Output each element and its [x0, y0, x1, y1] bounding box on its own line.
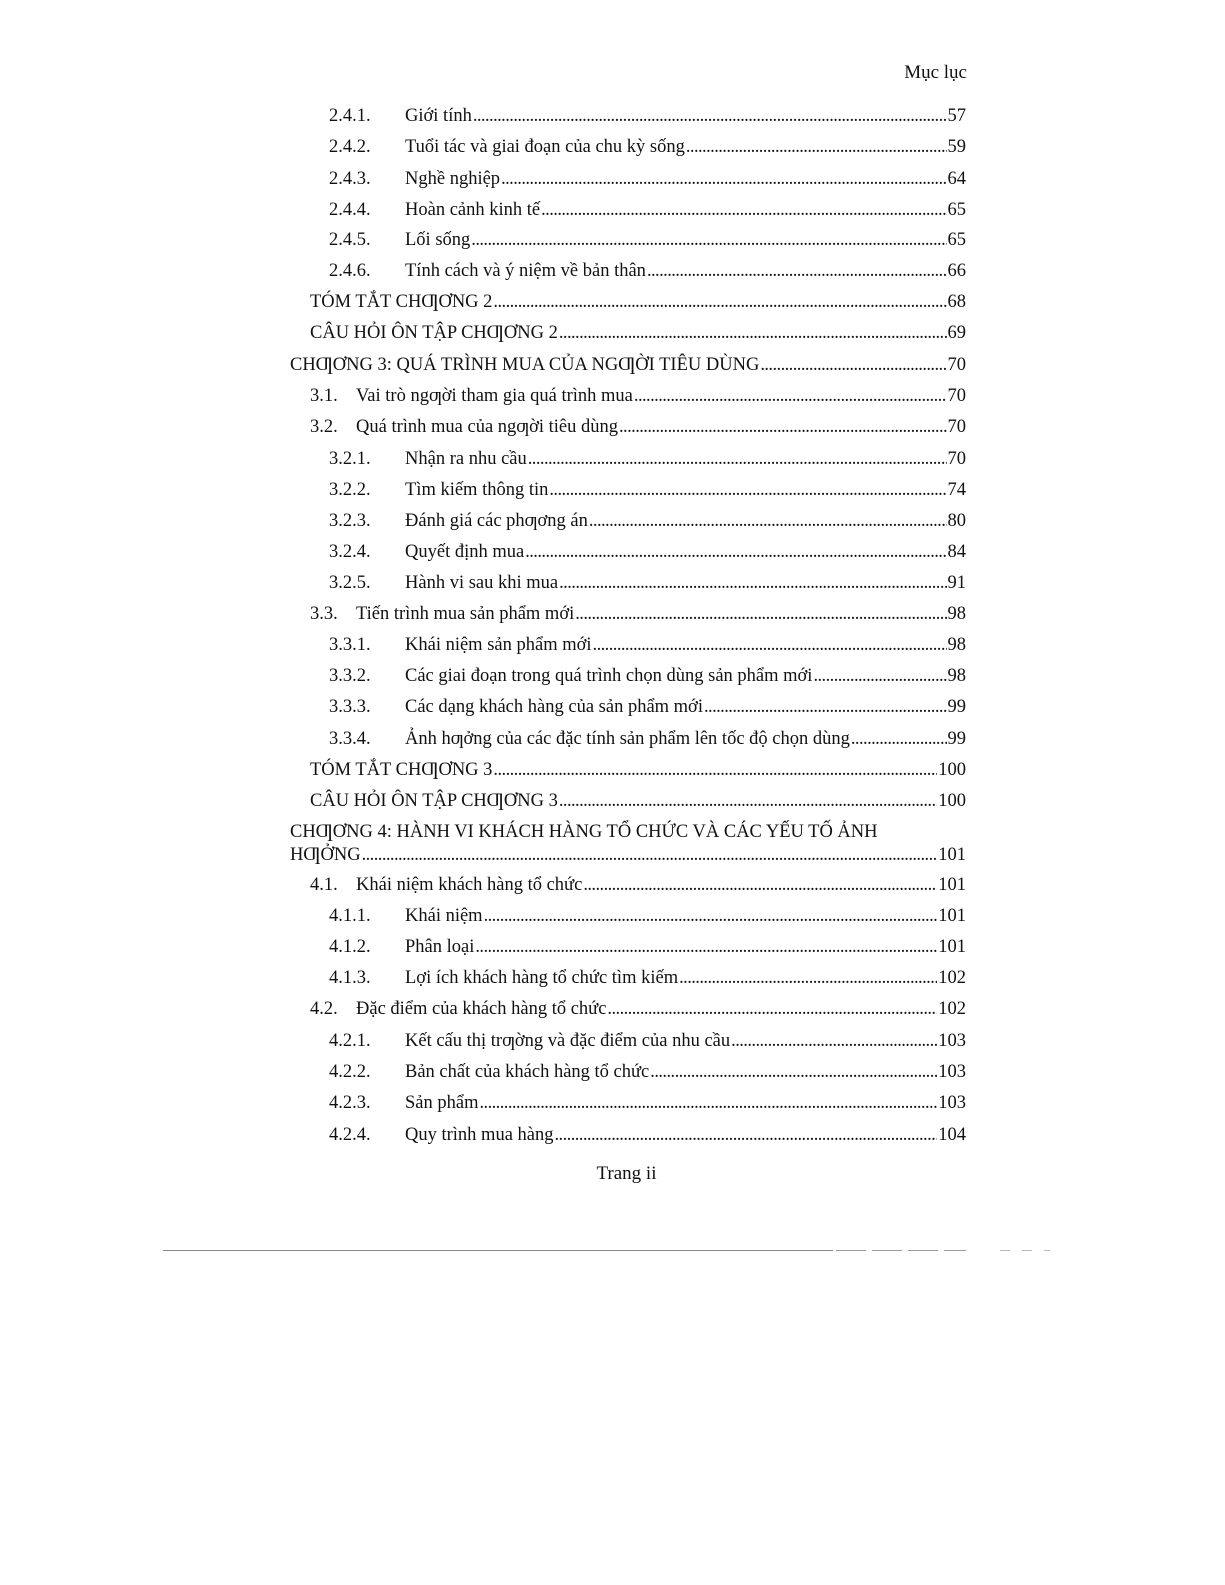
toc-entry[interactable] [310, 757, 966, 781]
toc-entry[interactable] [310, 996, 966, 1020]
toc-entry-page: 104 [938, 1125, 966, 1145]
toc-entry-number: 3.2. [310, 417, 338, 437]
toc-entry[interactable] [310, 289, 966, 313]
toc-entry-number: 3.2.3. [329, 511, 371, 531]
toc-entry[interactable] [329, 903, 966, 927]
toc-entry-number: 3.3.3. [329, 697, 371, 717]
toc-entry-page: 66 [947, 261, 966, 281]
toc-entry-number: 3.3.2. [329, 666, 371, 686]
toc-entry[interactable] [329, 508, 966, 532]
toc-entry-title: Đánh giá các phƣơng án [405, 511, 588, 531]
toc-entry-title: Các giai đoạn trong quá trình chọn dùng sản phẩm mới [405, 666, 813, 686]
toc-entry-title: Phân loại [405, 937, 475, 957]
toc-entry-title: Nhận ra nhu cầu [405, 449, 527, 469]
toc-entry-title: HƢỞNG [290, 845, 361, 865]
toc-entry-title: Khái niệm [405, 906, 483, 926]
toc-entry-title: Ảnh hƣởng của các đặc tính sản phẩm lên tốc độ chọn dùng [405, 729, 850, 749]
toc-entry-page: 98 [947, 635, 966, 655]
toc-dot-leader [541, 199, 946, 221]
toc-dot-leader [362, 844, 938, 866]
toc-entry[interactable] [310, 788, 966, 812]
toc-entry[interactable] [310, 601, 966, 625]
toc-dot-leader [528, 448, 947, 470]
toc-entry-number: 2.4.2. [329, 137, 371, 157]
toc-dot-leader [679, 967, 937, 989]
toc-dot-leader [619, 416, 947, 438]
toc-entry-title: Đặc điểm của khách hàng tổ chức [356, 999, 607, 1019]
page-header: Mục lục [904, 62, 967, 83]
toc-dot-leader [593, 634, 947, 656]
toc-entry-title: Quá trình mua của ngƣời tiêu dùng [356, 417, 618, 437]
toc-entry[interactable] [329, 166, 966, 190]
toc-entry[interactable] [329, 227, 966, 251]
toc-entry[interactable] [329, 1122, 966, 1146]
toc-dot-leader [589, 510, 947, 532]
toc-dot-leader [686, 136, 947, 158]
toc-entry[interactable] [329, 1028, 966, 1052]
toc-dot-leader [501, 168, 946, 190]
toc-entry[interactable] [329, 539, 966, 563]
toc-entry-page: 68 [947, 292, 966, 312]
toc-entry-page: 101 [938, 875, 966, 895]
toc-entry-page: 102 [938, 968, 966, 988]
toc-entry[interactable] [329, 663, 966, 687]
toc-entry-page: 99 [947, 729, 966, 749]
toc-entry-number: 3.1. [310, 386, 338, 406]
toc-entry-title: Khái niệm khách hàng tổ chức [356, 875, 583, 895]
toc-entry-page: 100 [938, 760, 966, 780]
toc-entry[interactable] [329, 258, 966, 282]
toc-entry[interactable] [329, 134, 966, 158]
toc-entry-number: 2.4.5. [329, 230, 371, 250]
toc-entry-title-line1: CHƢƠNG 4: HÀNH VI KHÁCH HÀNG TỔ CHỨC VÀ CÁC YẾU TỐ ẢNH [290, 822, 878, 842]
toc-entry[interactable] [329, 632, 966, 656]
toc-entry-page: 100 [938, 791, 966, 811]
toc-dot-leader [475, 936, 937, 958]
toc-entry-title: Tiến trình mua sản phẩm mới [356, 604, 575, 624]
toc-entry-number: 4.1.3. [329, 968, 371, 988]
toc-dot-leader [575, 603, 946, 625]
toc-dot-leader [634, 385, 947, 407]
toc-entry-page: 59 [947, 137, 966, 157]
toc-dot-leader [851, 728, 947, 750]
toc-entry[interactable] [329, 103, 966, 127]
toc-entry[interactable] [290, 842, 966, 866]
toc-entry-number: 4.2. [310, 999, 338, 1019]
toc-entry-number: 2.4.1. [329, 106, 371, 126]
toc-dot-leader [559, 322, 947, 344]
toc-entry[interactable] [329, 726, 966, 750]
toc-entry-page: 70 [947, 449, 966, 469]
toc-entry-title: Tính cách và ý niệm về bản thân [405, 261, 646, 281]
toc-dot-leader [607, 998, 937, 1020]
toc-entry-page: 99 [947, 697, 966, 717]
toc-entry-title: CÂU HỎI ÔN TẬP CHƢƠNG 2 [310, 323, 558, 343]
toc-entry[interactable] [329, 446, 966, 470]
toc-entry[interactable] [329, 197, 966, 221]
toc-entry-number: 4.2.2. [329, 1062, 371, 1082]
toc-entry-number: 2.4.6. [329, 261, 371, 281]
toc-entry-title: Hoàn cảnh kinh tế [405, 200, 541, 220]
toc-entry-page: 70 [947, 386, 966, 406]
toc-dot-leader [731, 1030, 937, 1052]
toc-entry-title: Các dạng khách hàng của sản phẩm mới [405, 697, 703, 717]
toc-entry-title: Giới tính [405, 106, 472, 126]
toc-dot-leader [471, 229, 946, 251]
toc-entry-page: 70 [947, 417, 966, 437]
toc-entry[interactable] [329, 477, 966, 501]
toc-entry-title: Quy trình mua hàng [405, 1125, 554, 1145]
toc-entry-page: 103 [938, 1093, 966, 1113]
toc-entry[interactable] [329, 934, 966, 958]
toc-dot-leader [559, 572, 946, 594]
toc-dot-leader [583, 874, 937, 896]
toc-entry[interactable] [310, 383, 966, 407]
toc-entry-page: 70 [947, 355, 966, 375]
toc-entry-page: 98 [947, 604, 966, 624]
toc-entry-title: Sản phẩm [405, 1093, 479, 1113]
toc-entry[interactable] [329, 570, 966, 594]
toc-entry-title: Hành vi sau khi mua [405, 573, 559, 593]
toc-dot-leader [813, 665, 946, 687]
page-footer: Trang ii [596, 1163, 657, 1184]
toc-entry-page: 65 [947, 230, 966, 250]
toc-entry-page: 102 [938, 999, 966, 1019]
toc-entry-page: 103 [938, 1031, 966, 1051]
toc-entry-page: 91 [947, 573, 966, 593]
toc-entry-title: Tuổi tác và giai đoạn của chu kỳ sống [405, 137, 685, 157]
toc-entry-page: 101 [938, 845, 966, 865]
toc-entry-number: 4.1. [310, 875, 338, 895]
toc-entry-number: 3.3. [310, 604, 338, 624]
toc-dot-leader [647, 260, 947, 282]
toc-entry-number: 2.4.3. [329, 169, 371, 189]
toc-entry-number: 3.2.5. [329, 573, 371, 593]
toc-entry-number: 3.3.1. [329, 635, 371, 655]
toc-entry-title: Tìm kiếm thông tin [405, 480, 549, 500]
toc-entry-page: 101 [938, 937, 966, 957]
toc-entry[interactable] [310, 872, 966, 896]
toc-dot-leader [493, 759, 937, 781]
toc-entry-page: 65 [947, 200, 966, 220]
page-divider-dotted [1000, 1250, 1050, 1251]
toc-dot-leader [555, 1124, 938, 1146]
toc-dot-leader [549, 479, 946, 501]
toc-dot-leader [479, 1092, 937, 1114]
toc-dot-leader [559, 790, 937, 812]
toc-entry[interactable] [290, 352, 966, 376]
toc-entry-page: 74 [947, 480, 966, 500]
toc-entry-page: 84 [947, 542, 966, 562]
toc-entry-page: 69 [947, 323, 966, 343]
toc-entry-title: CÂU HỎI ÔN TẬP CHƢƠNG 3 [310, 791, 558, 811]
toc-entry-title: Bản chất của khách hàng tổ chức [405, 1062, 650, 1082]
toc-entry-number: 3.2.2. [329, 480, 371, 500]
toc-entry-number: 4.2.4. [329, 1125, 371, 1145]
toc-entry[interactable] [329, 965, 966, 989]
toc-entry-number: 4.2.3. [329, 1093, 371, 1113]
toc-dot-leader [473, 105, 947, 127]
toc-entry-page: 64 [947, 169, 966, 189]
toc-entry[interactable] [310, 320, 966, 344]
toc-entry-page: 101 [938, 906, 966, 926]
toc-dot-leader [760, 354, 946, 376]
toc-entry-page: 103 [938, 1062, 966, 1082]
toc-entry-title: Vai trò ngƣời tham gia quá trình mua [356, 386, 633, 406]
toc-dot-leader [493, 291, 946, 313]
toc-entry-title: Kết cấu thị trƣờng và đặc điểm của nhu cầu [405, 1031, 731, 1051]
toc-entry-page: 98 [947, 666, 966, 686]
toc-entry[interactable] [329, 1090, 966, 1114]
toc-entry-title: CHƢƠNG 3: QUÁ TRÌNH MUA CỦA NGƢỜI TIÊU DÙNG [290, 355, 760, 375]
toc-entry[interactable] [310, 414, 966, 438]
toc-dot-leader [525, 541, 946, 563]
toc-entry-number: 4.1.1. [329, 906, 371, 926]
toc-entry-page: 57 [947, 106, 966, 126]
toc-entry-number: 3.2.1. [329, 449, 371, 469]
toc-entry-title: Lối sống [405, 230, 471, 250]
toc-dot-leader [484, 905, 938, 927]
toc-entry-title: TÓM TẮT CHƢƠNG 3 [310, 760, 493, 780]
page-divider-dashed [836, 1250, 966, 1251]
toc-entry-title: Lợi ích khách hàng tổ chức tìm kiếm [405, 968, 679, 988]
toc-entry[interactable] [329, 1059, 966, 1083]
page-divider [163, 1250, 833, 1251]
toc-entry-page: 80 [947, 511, 966, 531]
toc-dot-leader [704, 696, 947, 718]
toc-entry-title: Nghề nghiệp [405, 169, 501, 189]
toc-entry-number: 4.2.1. [329, 1031, 371, 1051]
toc-entry-number: 4.1.2. [329, 937, 371, 957]
toc-entry[interactable] [329, 694, 966, 718]
toc-entry-number: 3.2.4. [329, 542, 371, 562]
toc-entry-title: TÓM TẮT CHƢƠNG 2 [310, 292, 493, 312]
toc-dot-leader [650, 1061, 937, 1083]
toc-entry-title: Quyết định mua [405, 542, 525, 562]
toc-entry-number: 2.4.4. [329, 200, 371, 220]
toc-entry-number: 3.3.4. [329, 729, 371, 749]
toc-entry-title: Khái niệm sản phẩm mới [405, 635, 592, 655]
